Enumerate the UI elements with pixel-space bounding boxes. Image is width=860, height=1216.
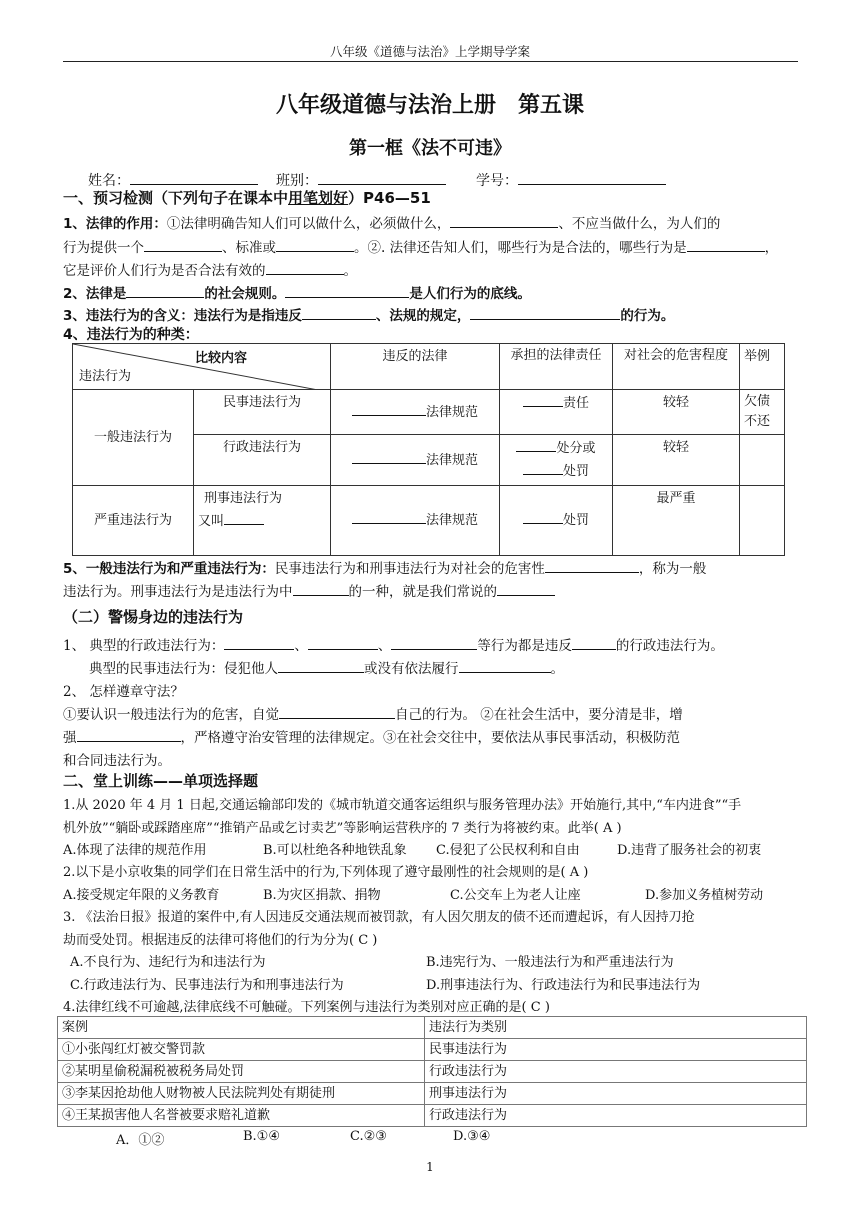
- category-cell: 民事违法行为: [425, 1039, 807, 1061]
- blank[interactable]: [224, 635, 294, 650]
- blank[interactable]: [497, 581, 555, 596]
- p3-line1: ①要认识一般违法行为的危害，自觉 自己的行为。 ②在社会生活中，要分清是非，增: [63, 703, 683, 723]
- mc-q4-opt-b[interactable]: B.①④: [243, 1129, 280, 1144]
- mc-q3-opt-c[interactable]: C.行政违法行为、民事违法行为和刑事违法行为: [70, 978, 344, 993]
- section-2-title: （二）警惕身边的违法行为: [63, 608, 244, 626]
- mc-q2-opt-a[interactable]: A.接受规定年限的义务教育: [63, 888, 220, 903]
- mc-q4-opt-a[interactable]: A．①②: [116, 1133, 165, 1148]
- blank[interactable]: [224, 510, 264, 525]
- blank[interactable]: [77, 727, 181, 742]
- criminal-example-cell: [740, 486, 785, 556]
- blank[interactable]: [516, 437, 556, 452]
- mc-q2-opt-d[interactable]: D.参加义务植树劳动: [645, 888, 764, 903]
- criminal-resp-cell: 处罚: [500, 486, 613, 556]
- admin-example-cell: [740, 435, 785, 486]
- mc-q2-opt-c[interactable]: C.公交车上为老人让座: [450, 888, 581, 903]
- q2: 2、法律是 的社会规则。 是人们行为的底线。: [63, 282, 531, 302]
- blank[interactable]: [459, 658, 551, 673]
- class-label: 班别：: [276, 173, 318, 189]
- mc-q3-opt-a[interactable]: A.不良行为、违纪行为和违法行为: [70, 955, 266, 970]
- mc-q4-opt-d[interactable]: D.③④: [453, 1129, 491, 1144]
- mc-q3-line2: 劫而受处罚。根据违反的法律可将他们的行为分为( C ): [63, 933, 378, 948]
- case-cell: ④王某损害他人名誉被要求赔礼道歉: [58, 1105, 425, 1127]
- category-cell: 刑事违法行为: [425, 1083, 807, 1105]
- civil-law-cell: 法律规范: [331, 390, 500, 435]
- page-header: 八年级《道德与法治》上学期导学案: [329, 44, 530, 59]
- criminal-violation-cell: 刑事违法行为 又叫: [194, 486, 331, 556]
- blank[interactable]: [352, 401, 426, 416]
- diag-top-label: 比较内容: [195, 351, 248, 366]
- q1-line1: 1、法律的作用：①法律明确告知人们可以做什么，必须做什么， 、不应当做什么，为人们的: [63, 212, 720, 232]
- mc-q1-line2: 机外放”“躺卧或踩踏座席”“推销产品或乞讨卖艺”等影响运营秩序的 7 类行为将被约束。此举( A ): [63, 821, 622, 836]
- blank[interactable]: [144, 237, 222, 252]
- page-subtitle: 第一框《法不可违》: [349, 138, 511, 159]
- col-header-law: 违反的法律: [331, 344, 500, 390]
- q4-label: 4、违法行为的种类：: [63, 327, 199, 343]
- q1-line2: 行为提供一个 、标准或 。②. 法律还告知人们，哪些行为是合法的，哪些行为是 ，: [63, 236, 778, 256]
- table-row: [58, 1039, 807, 1061]
- q3: 3、违法行为的含义：违法行为是指违反 、法规的规定， 的行为。: [63, 304, 674, 324]
- p1-line2: 典型的民事违法行为：侵犯他人 或没有依法履行 。: [89, 657, 564, 677]
- mc-q3-line1: 3. 《法治日报》报道的案件中,有人因违反交通法规而被罚款，有人因欠朋友的债不还而遭起诉，有人因持刀抢: [63, 910, 695, 925]
- col-header-example: 举例: [740, 344, 785, 390]
- mc-q1-line1: 1.从 2020 年 4 月 1 日起,交通运输部印发的《城市轨道交通客运组织与服务管理办法》开始施行,其中,“车内进食”“手: [63, 798, 742, 813]
- name-blank[interactable]: [130, 170, 258, 185]
- blank[interactable]: [450, 213, 558, 228]
- p3-line3: 和合同违法行为。: [63, 753, 171, 769]
- criminal-harm-cell: 最严重: [613, 486, 740, 556]
- category-header: 违法行为类别: [425, 1017, 807, 1039]
- diag-bottom-label: 违法行为: [79, 369, 132, 384]
- page-number: 1: [426, 1160, 434, 1174]
- mc-q4-opt-c[interactable]: C.②③: [350, 1129, 387, 1144]
- blank[interactable]: [126, 283, 204, 298]
- name-label: 姓名：: [88, 173, 130, 189]
- blank[interactable]: [545, 558, 639, 573]
- diagonal-header-cell: [73, 344, 331, 390]
- mc-q2: 2.以下是小京收集的同学们在日常生活中的行为,下列体现了遵守最刚性的社会规则的是( A ): [63, 865, 589, 880]
- blank[interactable]: [276, 237, 354, 252]
- case-header: 案例: [58, 1017, 425, 1039]
- table-row: [58, 1083, 807, 1105]
- table-row: [58, 1061, 807, 1083]
- category-cell: 行政违法行为: [425, 1105, 807, 1127]
- violation-types-table: [72, 343, 785, 556]
- case-cell: ③李某因抢劫他人财物被人民法院判处有期徒刑: [58, 1083, 425, 1105]
- section-3-title: 二、堂上训练——单项选择题: [63, 772, 259, 790]
- blank[interactable]: [293, 581, 349, 596]
- blank[interactable]: [523, 460, 563, 475]
- q1-line3: 它是评价人们行为是否合法有效的 。: [63, 259, 357, 279]
- civil-resp-cell: 责任: [500, 390, 613, 435]
- category-cell: 行政违法行为: [425, 1061, 807, 1083]
- id-blank[interactable]: [518, 170, 666, 185]
- blank[interactable]: [308, 635, 378, 650]
- p1-line1: 1、 典型的行政违法行为： 、 、 等行为都是违反 的行政违法行为。: [63, 634, 724, 654]
- blank[interactable]: [279, 704, 395, 719]
- blank[interactable]: [352, 449, 426, 464]
- class-blank[interactable]: [318, 170, 446, 185]
- case-table: [57, 1016, 807, 1127]
- case-cell: ②某明星偷税漏税被税务局处罚: [58, 1061, 425, 1083]
- col-header-harm: 对社会的危害程度: [613, 344, 740, 390]
- blank[interactable]: [687, 237, 765, 252]
- general-violation-cell: 一般违法行为: [73, 390, 194, 486]
- blank[interactable]: [470, 305, 620, 320]
- mc-q1-opt-c[interactable]: C.侵犯了公民权利和自由: [436, 843, 580, 858]
- admin-law-cell: 法律规范: [331, 435, 500, 486]
- mc-q1-opt-a[interactable]: A.体现了法律的规范作用: [63, 843, 207, 858]
- p2-title: 2、 怎样遵章守法？: [63, 684, 184, 700]
- section-1-title: 一、预习检测（下列句子在课本中用笔划好）P46—51: [63, 189, 431, 207]
- civil-harm-cell: 较轻: [613, 390, 740, 435]
- blank[interactable]: [285, 283, 409, 298]
- case-cell: ①小张闯红灯被交警罚款: [58, 1039, 425, 1061]
- criminal-law-cell: 法律规范: [331, 486, 500, 556]
- blank[interactable]: [572, 635, 616, 650]
- page-title: 八年级道德与法治上册 第五课: [275, 93, 584, 118]
- q5-line2: 违法行为。刑事违法行为是违法行为中 的一种，就是我们常说的: [63, 580, 555, 600]
- admin-resp-cell: 处分或 处罚: [500, 435, 613, 486]
- p3-line2: 强 ，严格遵守治安管理的法律规定。③在社会交往中，要依法从事民事活动，积极防范: [63, 726, 680, 746]
- blank[interactable]: [523, 392, 563, 407]
- admin-violation-cell: 行政违法行为: [194, 435, 331, 486]
- serious-violation-cell: 严重违法行为: [73, 486, 194, 556]
- civil-violation-cell: 民事违法行为: [194, 390, 331, 435]
- admin-harm-cell: 较轻: [613, 435, 740, 486]
- mc-q1-opt-d[interactable]: D.违背了服务社会的初衷: [617, 843, 762, 858]
- col-header-responsibility: 承担的法律责任: [500, 344, 613, 390]
- mc-q1-opt-b[interactable]: B.可以杜绝各种地铁乱象: [263, 843, 407, 858]
- mc-q4: 4.法律红线不可逾越,法律底线不可触碰。下列案例与违法行为类别对应正确的是( C ): [63, 1000, 550, 1015]
- blank[interactable]: [302, 305, 376, 320]
- blank[interactable]: [391, 635, 477, 650]
- civil-example-cell: 欠债不还: [740, 390, 785, 435]
- mc-q2-opt-b[interactable]: B.为灾区捐款、捐物: [263, 888, 381, 903]
- header-rule: [63, 61, 798, 62]
- q5-line1: 5、一般违法行为和严重违法行为：民事违法行为和刑事违法行为对社会的危害性 ，称为一般: [63, 557, 706, 577]
- blank[interactable]: [278, 658, 364, 673]
- mc-q3-opt-d[interactable]: D.刑事违法行为、行政违法行为和民事违法行为: [426, 978, 701, 993]
- blank[interactable]: [352, 509, 426, 524]
- table-row: [58, 1105, 807, 1127]
- blank[interactable]: [266, 260, 344, 275]
- id-label: 学号：: [476, 173, 518, 189]
- blank[interactable]: [523, 509, 563, 524]
- mc-q3-opt-b[interactable]: B.违宪行为、一般违法行为和严重违法行为: [426, 955, 674, 970]
